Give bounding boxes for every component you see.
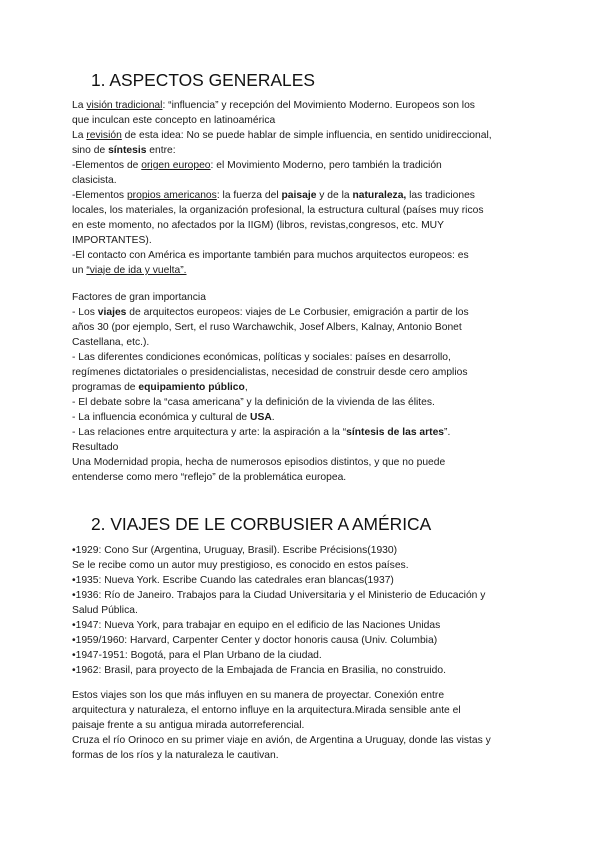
text-line (72, 158, 532, 173)
list-item: Salud Pública. (72, 605, 138, 616)
underlined-term: visión tradicional (86, 100, 163, 111)
bold-term: USA (250, 412, 272, 423)
text-line (72, 263, 532, 278)
bold-term: viajes (97, 307, 127, 318)
text-line: regímenes dictatoriales o presidencialistas, necesidad de construir desde cero amplios (72, 367, 468, 378)
text-line: clasicista. (72, 175, 117, 186)
text-line: Estos viajes son los que más influyen en su manera de proyectar. Conexión entre (72, 690, 445, 701)
text-run: . (271, 412, 275, 423)
text-line (72, 410, 532, 425)
list-item: •1947-1951: Bogotá, para el Plan Urbano de la ciudad. (72, 650, 322, 661)
text-run: -Elementos (72, 190, 127, 201)
text-line: años 30 (por ejemplo, Sert, el ruso Warchawchik, Josef Albers, Kalnay, Antonio Bonet (72, 322, 462, 333)
underlined-term: “viaje de ida y vuelta”. (86, 265, 187, 276)
underlined-term: propios americanos (126, 190, 217, 201)
text-line: Resultado (72, 442, 119, 453)
list-item: •1929: Cono Sur (Argentina, Uruguay, Brasil). Escribe Précisions(1930) (72, 545, 398, 556)
section-2-closing-paragraph (72, 688, 532, 763)
text-line: que inculcan este concepto en latinoamérica (72, 115, 276, 126)
text-line: Cruza el río Orinoco en su primer viaje en avión, de Argentina a Uruguay, donde las vistas y (72, 735, 491, 746)
text-run: las tradiciones (406, 190, 475, 201)
text-line (72, 380, 532, 395)
text-run: -Elementos de (72, 160, 142, 171)
text-run: La (72, 130, 87, 141)
text-line (72, 128, 532, 143)
section-1-heading: 1. ASPECTOS GENERALES (91, 70, 315, 90)
text-run: - Los (72, 307, 98, 318)
section-2-heading: 2. VIAJES DE LE CORBUSIER A AMÉRICA (91, 514, 432, 534)
list-item: •1935: Nueva York. Escribe Cuando las catedrales eran blancas(1937) (72, 575, 394, 586)
text-run: , (244, 382, 248, 393)
text-line: -El contacto con América es importante también para muchos arquitectos europeos: es (72, 250, 469, 261)
text-run: de arquitectos europeos: viajes de Le Corbusier, emigración a partir de los (126, 307, 469, 318)
text-line (72, 425, 532, 440)
text-line: formas de los ríos y la naturaleza le cautivan. (72, 750, 279, 761)
text-run: : el Movimiento Moderno, pero también la tradición (210, 160, 442, 171)
section-1-paragraph-b (72, 290, 532, 485)
text-run: entre: (146, 145, 176, 156)
text-run: sino de (72, 145, 109, 156)
list-item: •1947: Nueva York, para trabajar en equipo en el edificio de las Naciones Unidas (72, 620, 441, 631)
text-line: IMPORTANTES). (72, 235, 152, 246)
section-1-paragraph-a (72, 98, 532, 278)
list-item: •1936: Río de Janeiro. Trabajos para la Ciudad Universitaria y el Ministerio de Educación y (72, 590, 486, 601)
text-run: y de la (316, 190, 353, 201)
text-line (72, 305, 532, 320)
bold-term: paisaje (281, 190, 317, 201)
list-item: •1962: Brasil, para proyecto de la Embajada de Francia en Brasilia, no construido. (72, 665, 446, 676)
text-run: : “influencia” y recepción del Movimiento Moderno. Europeos son los (162, 100, 475, 111)
text-run: La (72, 100, 87, 111)
text-line: - El debate sobre la “casa americana” y la definición de la vivienda de las élites. (72, 397, 435, 408)
list-item: •1959/1960: Harvard, Carpenter Center y doctor honoris causa (Univ. Columbia) (72, 635, 438, 646)
bold-term: síntesis de las artes (346, 427, 445, 438)
text-run: : la fuerza del (216, 190, 282, 201)
bold-term: equipamiento público (138, 382, 245, 393)
trips-list (72, 543, 532, 678)
text-run: - La influencia económica y cultural de (72, 412, 251, 423)
text-line: entenderse como mero “reflejo” de la problemática europea. (72, 472, 347, 483)
text-line: Factores de gran importancia (72, 292, 206, 303)
bold-term: naturaleza, (352, 190, 407, 201)
text-line (72, 98, 532, 113)
list-item: Se le recibe como un autor muy prestigioso, es conocido en estos países. (72, 560, 409, 571)
underlined-term: revisión (86, 130, 122, 141)
text-run: ”. (444, 427, 451, 438)
bold-term: síntesis (108, 145, 147, 156)
text-line: arquitectura y naturaleza, el entorno influye en la arquitectura.Mirada sensible ante el (72, 705, 461, 716)
text-run: un (72, 265, 87, 276)
text-run: de esta idea: No se puede hablar de simple influencia, en sentido unidireccional, (121, 130, 492, 141)
text-line: paisaje frente a su antigua mirada autorreferencial. (72, 720, 305, 731)
text-line: Castellana, etc.). (72, 337, 150, 348)
text-line (72, 188, 532, 203)
text-line: - Las diferentes condiciones económicas, políticas y sociales: países en desarrollo, (72, 352, 451, 363)
text-line: en este momento, no afectados por la IIGM) (libros, revistas,congresos, etc. MUY (72, 220, 444, 231)
text-line: locales, los materiales, la organización profesional, la estructura cultural (países muy ricos (72, 205, 484, 216)
underlined-term: origen europeo (141, 160, 211, 171)
text-line (72, 143, 532, 158)
text-run: programas de (72, 382, 139, 393)
text-line: Una Modernidad propia, hecha de numerosos episodios distintos, y que no puede (72, 457, 446, 468)
text-run: - Las relaciones entre arquitectura y arte: la aspiración a la “ (72, 427, 347, 438)
